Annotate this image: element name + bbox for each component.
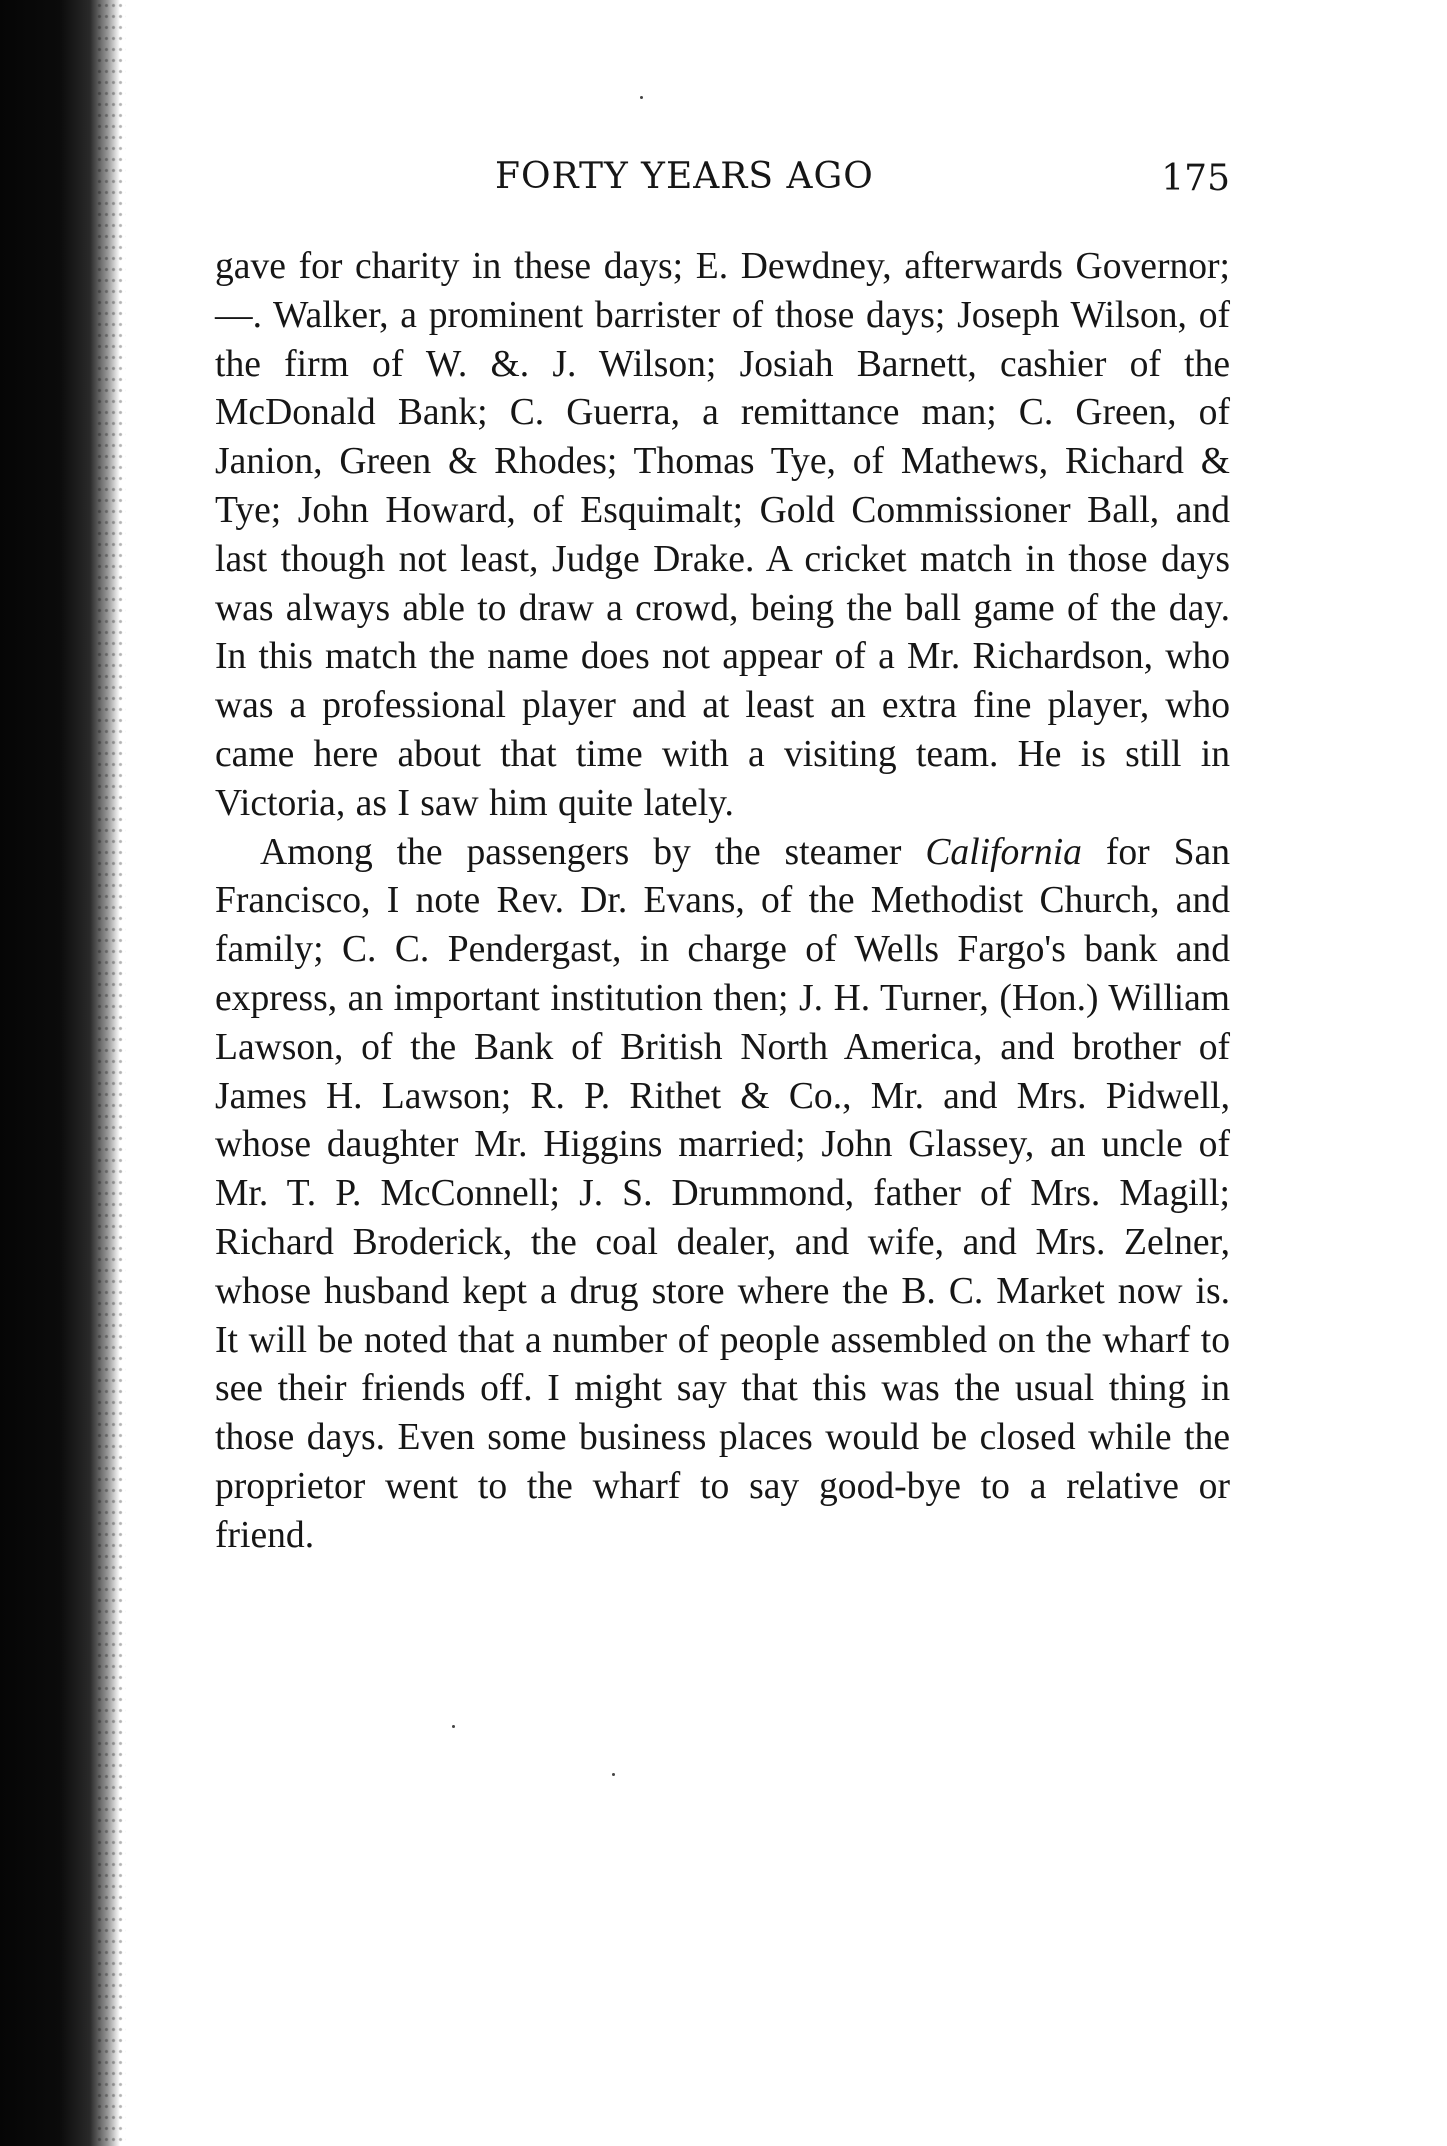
gutter-scan-noise — [96, 0, 126, 2146]
running-title: FORTY YEARS AGO — [495, 156, 874, 197]
scan-speck — [452, 1725, 455, 1728]
paragraph-2-text-end: for San Francisco, I note Rev. Dr. Evans, of the Methodist Church, and family; C. C. Pendergast, in charge of Wells Fargo's bank and express, an important institution then; J. H. Turner, (Hon.) William Lawson, of the Bank of British North America, and brother of James H. Lawson; R. P. Rithet & Co., Mr. and Mrs. Pidwell, whose daughter Mr. Higgins married; John Glassey, an uncle of Mr. T. P. McConnell; J. S. Drummond, father of Mrs. Magill; Richard Broderick, the coal dealer, and wife, and Mrs. Zelner, whose husband kept a drug store where the B. C. Market now is. It will be noted that a number of people assembled on the wharf to see their friends off. I might say that this was the usual thing in those days. Even some business places would be closed while the proprietor went to the wharf to say good-bye to a relative or friend. — [215, 831, 1230, 1556]
paragraph-2 — [215, 829, 1230, 1561]
scan-speck — [612, 1773, 615, 1776]
page-number: 175 — [1161, 158, 1230, 199]
body-text — [215, 243, 1230, 1561]
scan-speck — [640, 96, 643, 99]
running-head — [215, 156, 1230, 206]
ship-name-italic: California — [925, 831, 1082, 873]
paragraph-1 — [215, 243, 1230, 829]
paragraph-2-text-start: Among the passengers by the steamer — [260, 831, 926, 873]
paragraph-1-text: gave for charity in these days; E. Dewdney, afterwards Governor; —. Walker, a prominent barrister of those days; Joseph Wilson, of the firm of W. &. J. Wilson; Josiah Barnett, cashier of the McDonald Bank; C. Guerra, a remittance man; C. Green, of Janion, Green & Rhodes; Thomas Tye, of Mathews, Richard & Tye; John Howard, of Esquimalt; Gold Commissioner Ball, and last though not least, Judge Drake. A cricket match in those days was always able to draw a crowd, being the ball game of the day. In this match the name does not appear of a Mr. Richardson, who was a professional player and at least an extra fine player, who came here about that time with a visiting team. He is still in Victoria, as I saw him quite lately. — [215, 246, 1230, 824]
